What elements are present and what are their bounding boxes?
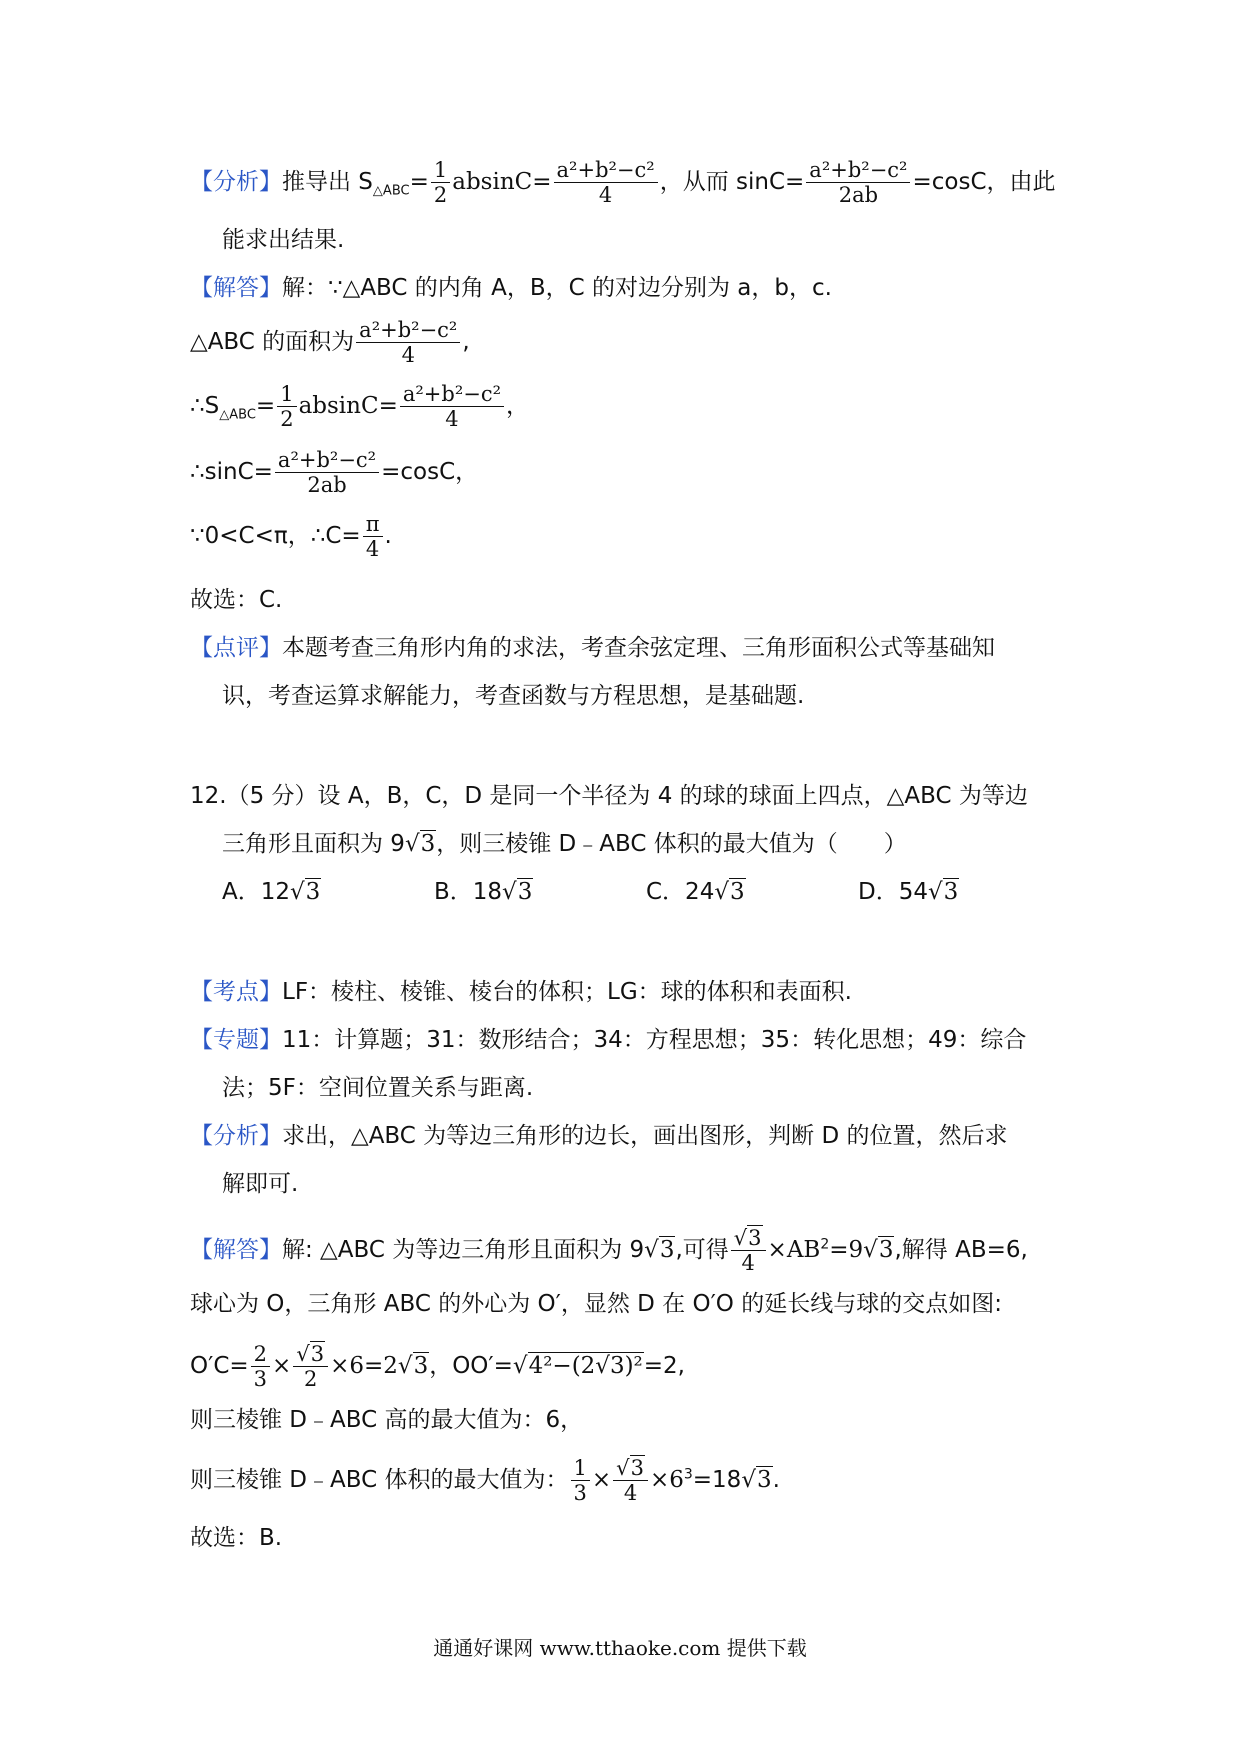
solution-2-line-1	[190, 1226, 1028, 1275]
sqrt: √3	[741, 1467, 772, 1493]
fraction: $\frac{√3}{4}$	[731, 1226, 766, 1275]
fraction: $\frac{\text{a²+b²−c²}}{4}$	[554, 158, 658, 207]
text: 本题考查三角形内角的求法，考查余弦定理、三角形面积公式等基础知	[282, 635, 995, 661]
comment-1-line-1	[190, 630, 995, 666]
option-b[interactable]: B．18√3	[434, 879, 533, 905]
text: ，OO′=	[429, 1353, 513, 1379]
text: 则三棱锥 D﹣ABC 体积的最大值为：	[190, 1467, 569, 1493]
subscript: △ABC	[372, 183, 410, 199]
text: LF：棱柱、棱锥、棱台的体积；LG：球的体积和表面积.	[282, 979, 852, 1005]
question-12-line-2	[222, 826, 907, 862]
solution-2-line-5: 则三棱锥 D﹣ABC 体积的最大值为： $\frac{1}{3}$ × $\frac{√3}{4}$ $\times 6^3=18√3$.	[190, 1456, 780, 1505]
sqrt: √4²−(2√3)²	[512, 1353, 643, 1379]
solution-1-choice: 故选：C.	[190, 587, 283, 613]
fraction: $\frac{\text{a²+b²−c²}}{2ab}$	[806, 158, 910, 207]
text: .	[384, 523, 392, 549]
text: =cosC，由此	[912, 169, 1056, 195]
fraction: $\frac{\pi}{4}$	[363, 512, 383, 561]
text: ,可得	[675, 1237, 729, 1263]
solution-2-line-4: 则三棱锥 D﹣ABC 高的最大值为：6，	[190, 1407, 584, 1433]
fraction: $\frac{\text{a²+b²−c²}}{4}$	[400, 382, 504, 431]
sqrt: √3	[404, 831, 436, 857]
text: ，则三棱锥 D﹣ABC 体积的最大值为（ ）	[436, 831, 907, 857]
zhuanti-tag: 【专题】	[190, 1027, 282, 1053]
kaodian-line	[190, 974, 852, 1010]
analysis-2-line-1	[190, 1118, 1008, 1154]
analysis-tag: 【分析】	[190, 1123, 282, 1149]
text: ×6=2	[330, 1353, 398, 1379]
fraction: $\frac{1}{3}$	[571, 1456, 590, 1505]
text: ∵0<C<π，∴C=	[190, 523, 361, 549]
analysis-1-line-1	[190, 158, 1056, 210]
fraction: $\frac{\text{a²+b²−c²}}{4}$	[356, 318, 460, 367]
text: 求出，△ABC 为等边三角形的边长，画出图形，判断 D 的位置，然后求	[282, 1123, 1008, 1149]
fraction: $\frac{√3}{2}$	[293, 1342, 328, 1391]
text: ∴S	[190, 393, 220, 419]
solution-2-line-3	[190, 1342, 685, 1391]
comment-tag: 【点评】	[190, 635, 282, 661]
text: ，	[506, 393, 530, 419]
fraction: $\frac{\text{a²+b²−c²}}{2ab}$	[275, 448, 379, 497]
solution-2-line-2: 球心为 O，三角形 ABC 的外心为 O′，显然 D 在 O′O 的延长线与球的交点如图:	[190, 1291, 1002, 1317]
comment-1-line-2: 识，考查运算求解能力，考查函数与方程思想，是基础题.	[222, 683, 805, 709]
analysis-2-line-2: 解即可.	[222, 1171, 299, 1197]
option-d[interactable]: D．54√3	[858, 879, 959, 905]
solution-1-line-3	[190, 382, 529, 434]
analysis-1-line-2: 能求出结果.	[222, 227, 345, 253]
solution-1-line-5	[190, 512, 392, 561]
kaodian-tag: 【考点】	[190, 979, 282, 1005]
solution-1-line-2	[190, 318, 470, 367]
question-12-line-1: 12.（5 分）设 A，B，C，D 是同一个半径为 4 的球的球面上四点，△ABC 为等边	[190, 783, 1028, 809]
text: =18	[692, 1467, 742, 1493]
text: ,	[462, 329, 470, 355]
text: ∴sinC=	[190, 459, 273, 485]
text: ×6	[649, 1467, 684, 1493]
text: =	[409, 169, 429, 195]
zhuanti-line-1	[190, 1022, 1026, 1058]
text: ×AB	[767, 1237, 821, 1263]
solution-tag: 【解答】	[190, 1237, 282, 1263]
text: .	[772, 1467, 780, 1493]
subscript: △ABC	[219, 407, 256, 423]
text: 推导出 S	[282, 169, 373, 195]
zhuanti-line-2: 法；5F：空间位置关系与距离.	[222, 1075, 534, 1101]
footer-source: 通通好课网 www.tthaoke.com 提供下载	[433, 1636, 807, 1660]
text: absinC=	[452, 169, 552, 195]
text: ,解得 AB=6,	[894, 1237, 1028, 1263]
text: 解: △ABC 为等边三角形且面积为 9	[282, 1237, 645, 1263]
fraction: $\frac{1}{2}$	[431, 158, 450, 207]
text: =cosC，	[381, 459, 479, 485]
text: △ABC 的面积为	[190, 329, 355, 355]
solution-tag: 【解答】	[190, 275, 282, 301]
solution-1-line-1	[190, 270, 832, 306]
option-a[interactable]: A．12√3	[222, 879, 321, 905]
sqrt: √3	[397, 1353, 429, 1379]
text: =2,	[643, 1353, 685, 1379]
sqrt: √3	[863, 1237, 894, 1263]
solution-1-line-4	[190, 448, 478, 497]
text: =9	[829, 1237, 864, 1263]
fraction: $\frac{2}{3}$	[251, 1342, 270, 1391]
fraction: $\frac{1}{2}$	[277, 382, 296, 431]
fraction: $\frac{√3}{4}$	[613, 1456, 648, 1505]
text: 解：∵△ABC 的内角 A，B，C 的对边分别为 a，b，c.	[282, 275, 832, 301]
option-c[interactable]: C．24√3	[646, 879, 745, 905]
text: O′C=	[190, 1353, 249, 1379]
analysis-tag: 【分析】	[190, 169, 282, 195]
solution-2-choice: 故选：B.	[190, 1525, 283, 1551]
text: absinC=	[298, 393, 398, 419]
text: ，从而 sinC=	[659, 169, 805, 195]
text: =	[255, 393, 276, 419]
text: 三角形且面积为 9	[222, 831, 405, 857]
superscript: 2	[820, 1236, 830, 1253]
question-12-options	[222, 874, 1070, 910]
sqrt: √3	[644, 1237, 675, 1263]
superscript: 3	[683, 1466, 693, 1483]
text: 11：计算题；31：数形结合；34：方程思想；35：转化思想；49：综合	[282, 1027, 1027, 1053]
text: ×	[272, 1353, 292, 1379]
